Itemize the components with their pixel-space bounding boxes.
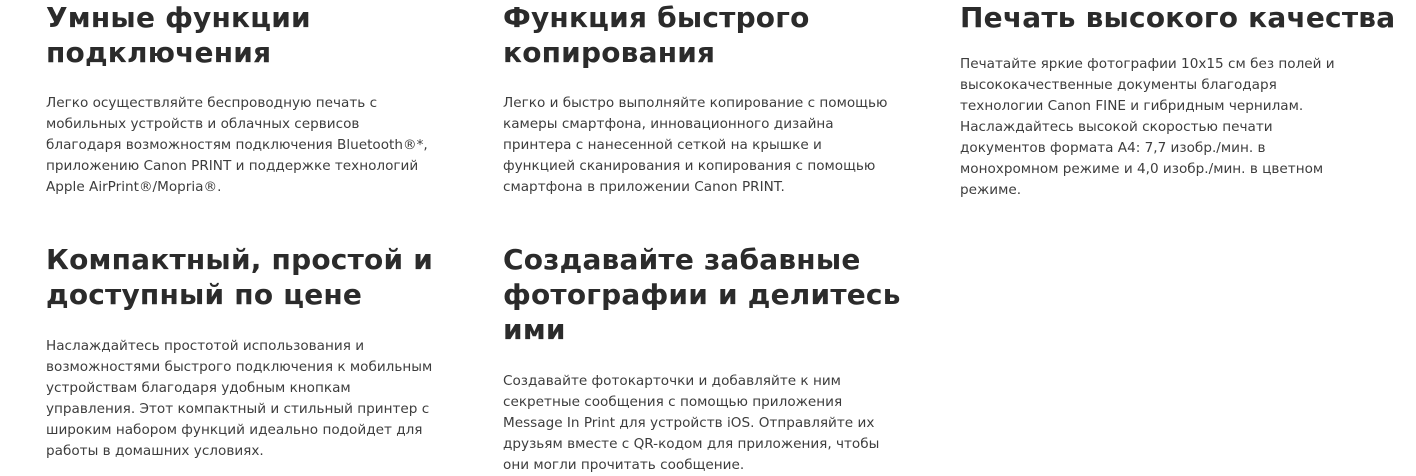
feature-title-line: Печать высокого качества [960,1,1396,34]
description-line: Наслаждайтесь высокой скоростью печати [960,119,1273,135]
description-line: приложению Canon PRINT и поддержке технологий [46,158,419,174]
description-line: мобильных устройств и облачных сервисов [46,116,360,132]
feature-title-line: Функция быстрого [503,1,810,34]
feature-title [46,242,476,312]
description-line: Наслаждайтесь простотой использования и [46,338,365,354]
description-line: Apple AirPrint®/Mopria®. [46,179,222,195]
feature-title-line: доступный по цене [46,278,363,311]
feature-description [503,93,933,198]
feature-title-line: подключения [46,36,272,69]
feature-title [960,0,1400,35]
feature-high-quality-print [960,0,1400,201]
description-line: монохромном режиме и 4,0 изобр./мин. в цветном [960,161,1324,177]
feature-title-line: Создавайте забавные [503,243,861,276]
description-line: благодаря возможностям подключения Bluetooth®*, [46,137,428,153]
feature-compact-affordable [46,242,476,462]
description-line: технологии Canon FINE и гибридным чернилам. [960,98,1304,114]
description-line: документов формата A4: 7,7 изобр./мин. в [960,140,1266,156]
description-line: высококачественные документы благодаря [960,77,1277,93]
description-line: смартфона в приложении Canon PRINT. [503,179,785,195]
feature-quick-copy [503,0,933,198]
description-line: Легко и быстро выполняйте копирование с помощью [503,95,888,111]
feature-smart-connectivity [46,0,476,198]
description-line: принтера с нанесенной сеткой на крышке и [503,137,822,153]
feature-title [46,0,476,70]
description-line: управления. Этот компактный и стильный принтер с [46,401,430,417]
feature-title-line: ими [503,313,566,346]
feature-fun-photos [503,242,933,476]
description-line: секретные сообщения с помощью приложения [503,394,843,410]
description-line: Печатайте яркие фотографии 10x15 см без полей и [960,56,1335,72]
feature-description [960,54,1400,201]
feature-title [503,242,933,347]
feature-description [503,371,933,476]
description-line: Создавайте фотокарточки и добавляйте к ним [503,373,841,389]
feature-title-line: Умные функции [46,1,311,34]
description-line: работы в домашних условиях. [46,443,264,459]
description-line: функцией сканирования и копирования с помощью [503,158,876,174]
feature-title [503,0,933,70]
feature-title-line: Компактный, простой и [46,243,434,276]
description-line: устройствам благодаря удобным кнопкам [46,380,351,396]
description-line: друзьям вместе с QR-кодом для приложения, чтобы [503,436,880,452]
description-line: возможностями быстрого подключения к мобильным [46,359,433,375]
feature-title-line: фотографии и делитесь [503,278,901,311]
feature-title-line: копирования [503,36,716,69]
description-line: камеры смартфона, инновационного дизайна [503,116,834,132]
feature-description [46,336,476,462]
description-line: широким набором функций идеально подойдет для [46,422,423,438]
description-line: Message In Print для устройств iOS. Отправляйте их [503,415,875,431]
description-line: Легко осуществляйте беспроводную печать с [46,95,378,111]
description-line: они могли прочитать сообщение. [503,457,745,473]
description-line: режиме. [960,182,1022,198]
feature-description [46,93,476,198]
